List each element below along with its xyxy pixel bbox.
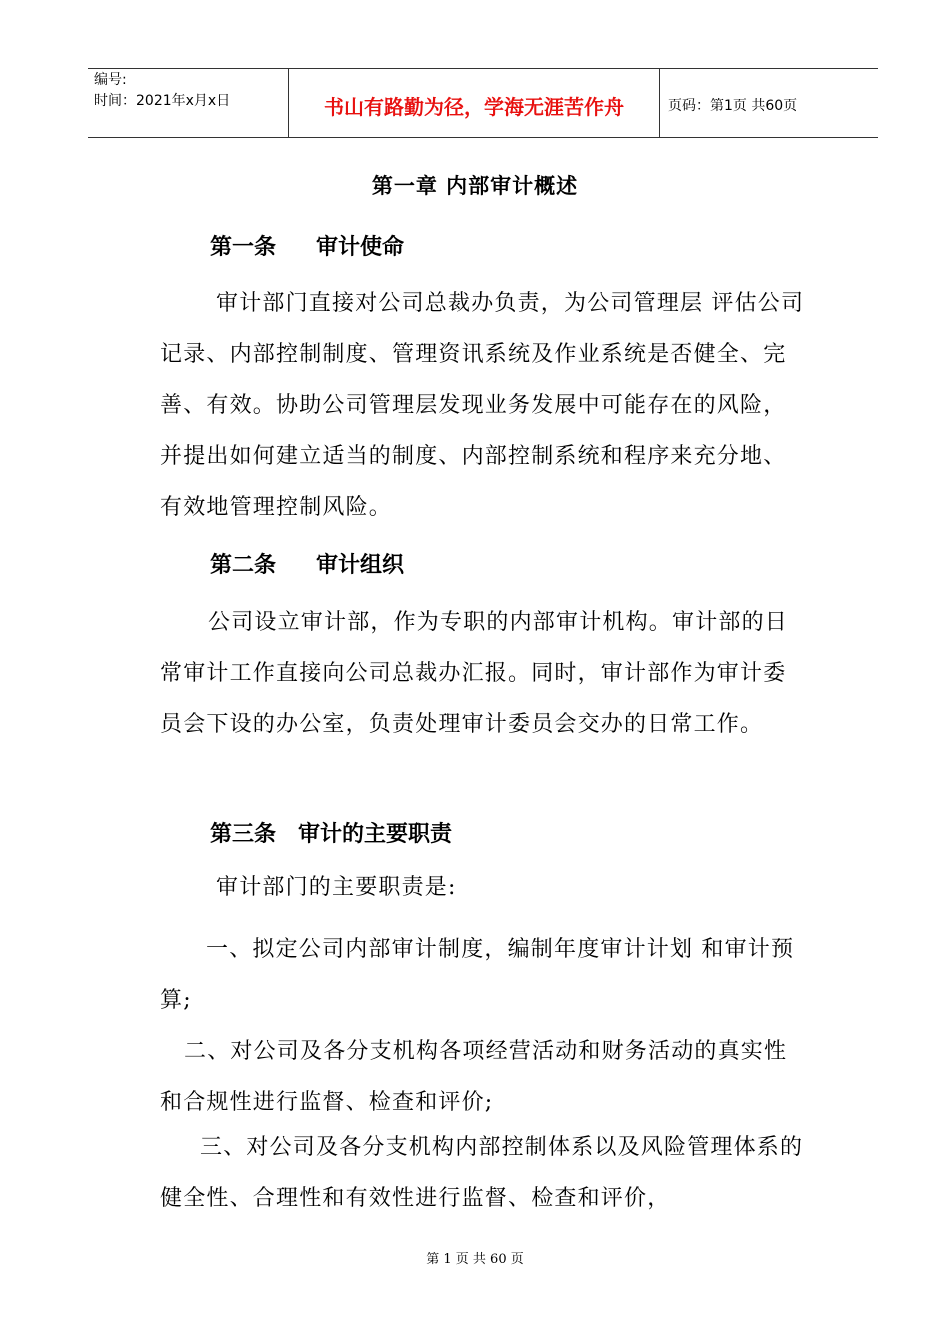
- time-label: 时间：2021年x月x日: [94, 93, 231, 109]
- article-paragraph-2: 公司设立审计部，作为专职的内部审计机构。审计部的日常审计工作直接向公司总裁办汇报。同时，审计部作为审计委员会下设的办公室，负责处理审计委员会交办的日常工作。: [160, 610, 789, 737]
- page-header: [88, 68, 878, 138]
- header-page-info: 页码：第1页 共60页: [668, 98, 798, 114]
- article-title: 审计的主要职责: [298, 821, 453, 847]
- duty-item-1: 一、拟定公司内部审计制度，编制年度审计计划 和审计预算;: [160, 937, 795, 1013]
- article-number: 第二条: [210, 552, 277, 578]
- article-title: 审计组织: [316, 552, 405, 578]
- page-footer: 第 1 页 共 60 页: [426, 1252, 524, 1267]
- article-title: 审计使命: [316, 234, 405, 260]
- header-motto: 书山有路勤为径，学海无涯苦作舟: [324, 95, 624, 119]
- header-meta-cell: [88, 69, 286, 137]
- article-number: 第三条: [210, 821, 277, 847]
- article-heading-2: [210, 548, 404, 579]
- article-heading-1: [210, 230, 404, 261]
- article-3-intro: 审计部门的主要职责是:: [216, 875, 457, 900]
- article-number: 第一条: [210, 234, 277, 260]
- duty-item-2: 二、对公司及各分支机构各项经营活动和财务活动的真实性和合规性进行监督、检查和评价;: [160, 1039, 788, 1115]
- chapter-title: 第一章 内部审计概述: [371, 173, 579, 198]
- serial-number-label: 编号:: [94, 72, 127, 88]
- header-page-cell: [660, 69, 878, 137]
- duty-item-3: 三、对公司及各分支机构内部控制体系以及风险管理体系的健全性、合理性和有效性进行监督、检查和评价，: [160, 1135, 804, 1211]
- article-heading-3: [210, 817, 452, 848]
- header-motto-cell: [288, 69, 660, 137]
- article-paragraph-1: 审计部门直接对公司总裁办负责，为公司管理层 评估公司记录、内部控制制度、管理资讯系统及作业系统是否健全、完善、有效。协助公司管理层发现业务发展中可能存在的风险，并提出如何建立适当的制度、内部控制系统和程序来充分地、有效地管理控制风险。: [160, 291, 805, 520]
